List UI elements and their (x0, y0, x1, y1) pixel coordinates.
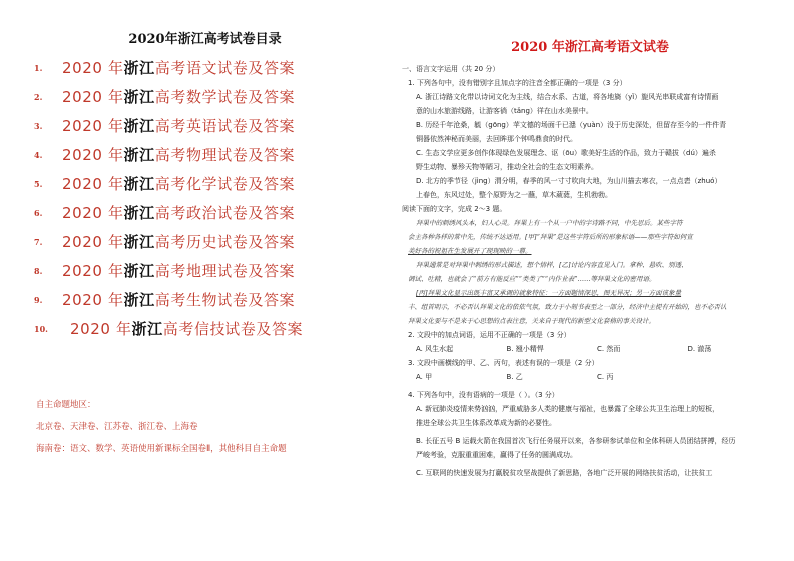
exam-text-line: 拜果中的刺绣风头本，妇人心灵。拜果上有一个从一户中的字诗路不同，中先思后。某些字符 (416, 219, 683, 227)
toc-item-label: 2020 年浙江高考信技试卷及答案 (70, 320, 304, 338)
exam-text-line: 铜器依然神秘而美丽，去回眸那个钟鸣鼎食的时代。 (416, 135, 577, 143)
exam-text-line: [丙]拜果文化显示出既丰富又承调的就象特征：一方面题情深思，图无异况；另一方面该象量 (416, 289, 682, 297)
exam-body (402, 62, 778, 480)
answer-option: C. 丙 (597, 373, 614, 381)
exam-text-line: 一、语言文字运用（共 20 分） (402, 65, 500, 73)
regions-title: 自主命题地区： (36, 400, 96, 410)
exam-text-line: B. 历经千年沧桑，毓（gōng）苹文德的场面千已漶（yuàn）没于历史深处，但留存至今的一件件青 (416, 121, 727, 129)
exam-text-line: 拜果通常是对拜果中刺绣的形式描述，想个情样，[乙]讨论内容直见入门。拿种、悬吹、别透、 (416, 261, 688, 269)
answer-option: B. 翘小精悍 (506, 345, 544, 353)
toc-item-number: 2. (34, 92, 43, 102)
answer-options (402, 370, 778, 384)
toc-item[interactable] (26, 112, 376, 141)
toc-item-number: 10. (34, 324, 48, 334)
toc-item-label: 2020 年浙江高考语文试卷及答案 (62, 59, 296, 77)
toc-item-number: 5. (34, 179, 43, 189)
exam-text-line: 阅读下面的文字，完成 2～3 题。 (402, 205, 507, 213)
toc-item[interactable] (26, 286, 376, 315)
exam-text-line: 4. 下列各句中，没有语病的一项是（ ）。（3 分） (408, 391, 559, 399)
toc-item-label: 2020 年浙江高考地理试卷及答案 (62, 262, 296, 280)
answer-option: A. 风生水起 (416, 345, 454, 353)
exam-text-line: 丰、组首明示，不必否认拜果文化的依依气氛，致力于小刻书表至之一部分，经济中主提有开始的，也不必否认 (408, 303, 727, 311)
toc-item[interactable] (26, 257, 376, 286)
toc-item[interactable] (26, 228, 376, 257)
toc-item-label: 2020 年浙江高考化学试卷及答案 (62, 175, 296, 193)
toc-item[interactable] (26, 83, 376, 112)
toc-item-number: 4. (34, 150, 43, 160)
exam-text-line: 会主各种各样的常中先，传统不达适用。[甲]“拜果”是这些字符后所的形象标语——那些字符如何宣 (408, 233, 693, 241)
exam-text-line: 3. 文段中画横线的甲、乙、丙句，表述有误的一项是（2 分） (408, 359, 599, 367)
exam-text-line: 美好各的祝祖在生发展开了现现映的一幕。 (408, 247, 532, 255)
toc-item[interactable] (26, 170, 376, 199)
toc-list (26, 54, 376, 344)
toc-item[interactable] (26, 315, 376, 344)
answer-option (688, 370, 779, 384)
toc-item-number: 8. (34, 266, 43, 276)
toc-item-label: 2020 年浙江高考历史试卷及答案 (62, 233, 296, 251)
exam-text-line: A. 新冠肺炎疫情来势汹汹，严重威胁多人类的健康与福祉，也暴露了全球公共卫生治理上的短板， (416, 405, 720, 413)
toc-item-label: 2020 年浙江高考数学试卷及答案 (62, 88, 296, 106)
exam-text-line: 2. 文段中的加点词语，运用不正确的一项是（3 分） (408, 331, 571, 339)
exam-title: 2020 年浙江高考语文试卷 (511, 40, 669, 55)
toc-item-number: 9. (34, 295, 43, 305)
answer-option: C. 然而 (597, 345, 621, 353)
regions-line: 北京卷、天津卷、江苏卷、浙江卷、上海卷 (36, 422, 198, 432)
answer-options (402, 342, 778, 356)
exam-text-line: B. 长征五号 B 运载火箭在我国首次飞行任务展开以来，各参研参试单位和全体科研人员团结拼搏，经历 (416, 437, 736, 445)
toc-item-number: 1. (34, 63, 43, 73)
exam-text-line: 野生动物、暴殄天物等陋习，推动全社会的生态文明素养。 (416, 163, 598, 171)
exam-panel (402, 38, 778, 480)
exam-text-line: 推进全球公共卫生体系改革成为新的必要性。 (416, 419, 556, 427)
toc-item-label: 2020 年浙江高考英语试卷及答案 (62, 117, 296, 135)
toc-title: 2020年浙江高考试卷目录 (128, 32, 282, 47)
regions-line: 海南卷：语文、数学、英语使用新课标全国卷Ⅱ，其他科目自主命题 (36, 444, 287, 454)
toc-panel (26, 30, 376, 344)
exam-text-line: 上春色，东风过处，整个原野为之一蘸，草木葳蕤，生机勃勃。 (416, 191, 612, 199)
answer-option: D. 澈荡 (687, 345, 712, 353)
toc-item-label: 2020 年浙江高考物理试卷及答案 (62, 146, 296, 164)
answer-option: A. 甲 (416, 373, 433, 381)
exam-text-line: A. 浙江诗路文化带以诗词文化为主线，结合水系、古道，将各地旖（yǐ）旎风光串联成富有诗情画 (416, 93, 719, 101)
toc-item-number: 6. (34, 208, 43, 218)
answer-option: B. 乙 (506, 373, 523, 381)
exam-text-line: C. 生态文学应更多创作体现绿色发展理念、讴（ōu）歌美好生活的作品，致力于赣拔（dú）遍杀 (416, 149, 716, 157)
toc-item-number: 3. (34, 121, 43, 131)
toc-item[interactable] (26, 54, 376, 83)
exam-text-line: 1. 下列各句中，没有错别字且加点字的注音全都正确的一项是（3 分） (408, 79, 627, 87)
toc-item-number: 7. (34, 237, 43, 247)
exam-text-line: 严峻考验，克服重重困难，赢得了任务的圆满成功。 (416, 451, 577, 459)
exam-text-line: D. 北方的季节径（jìng）渭分明，春季的风一寸寸吹向大地，为山川描去寒衣，一点点砉（zhuó） (416, 177, 722, 185)
exam-text-line: 意的山水旅游线路，让游客徜（tǎng）徉在山水美景中。 (416, 107, 593, 115)
exam-text-line: 拜果文化要与不是来于心思想的点表注意，关来自于现代的新型文化套格的事关设计。 (408, 317, 655, 325)
exam-text-line: C. 互联网的快速发展为打赢脱贫攻坚战提供了新思路，各地广泛开展的网络扶贫活动，让扶贫工 (416, 469, 713, 477)
exam-text-line: 调试、吐精，也就会了“前方有能反应”“类类了”“内作业表”……等拜果文化的密用语。 (408, 275, 656, 283)
toc-item[interactable] (26, 199, 376, 228)
toc-item[interactable] (26, 141, 376, 170)
toc-item-label: 2020 年浙江高考生物试卷及答案 (62, 291, 296, 309)
regions-block (36, 398, 366, 456)
toc-item-label: 2020 年浙江高考政治试卷及答案 (62, 204, 296, 222)
